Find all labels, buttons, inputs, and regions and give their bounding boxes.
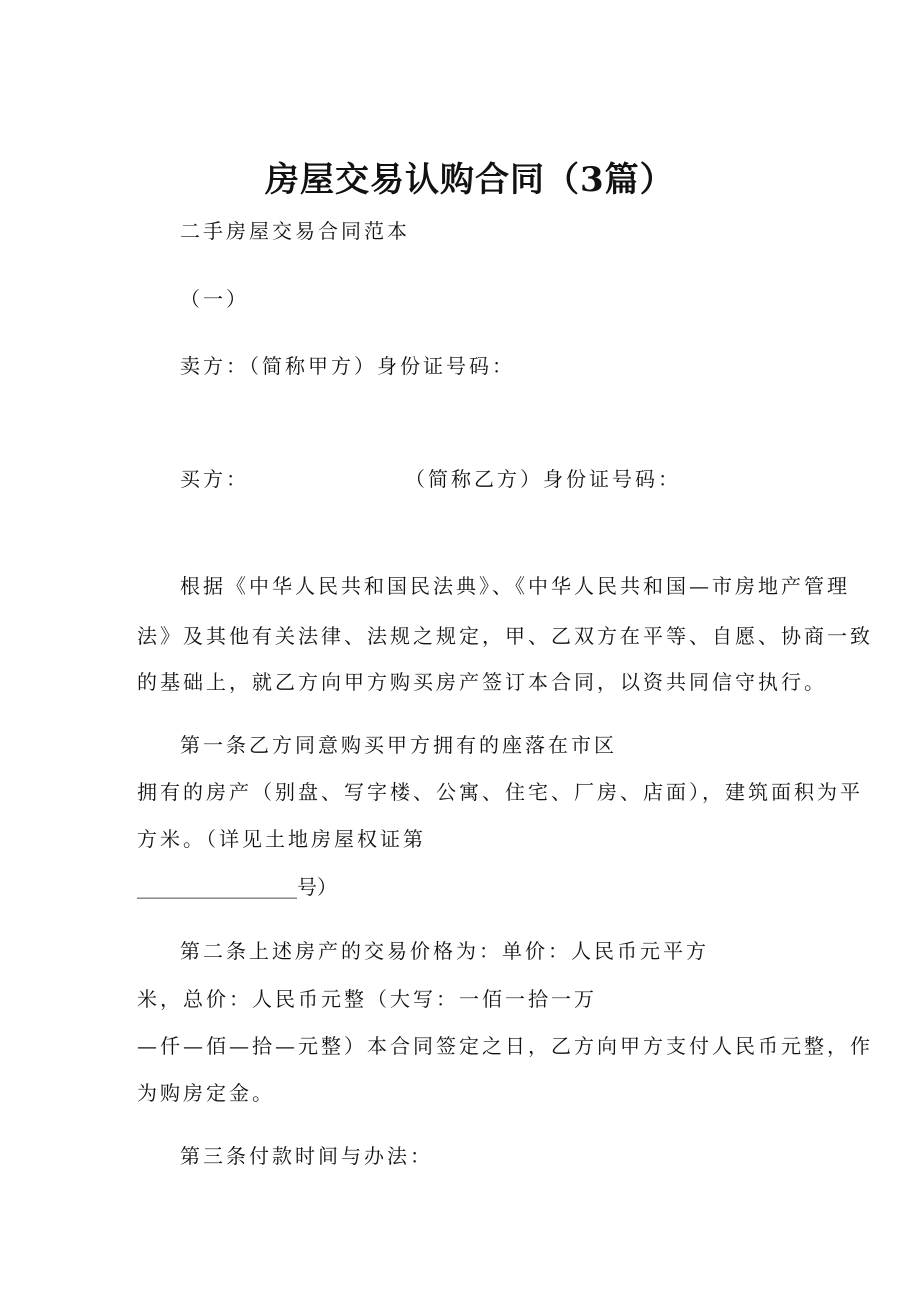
- preamble-line: 根据《中华人民共和国民法典》、《中华人民共和国—市房地产管理: [180, 574, 850, 598]
- subtitle: 二手房屋交易合同范本: [180, 219, 410, 243]
- document-title: 房屋交易认购合同（3篇）: [265, 160, 675, 200]
- section-label: （一）: [180, 287, 249, 311]
- article-2-line: 第二条上述房产的交易价格为：单价：人民币元平方: [180, 939, 709, 963]
- article-1-line: ________________号）: [137, 875, 337, 899]
- preamble-line: 的基础上，就乙方向甲方购买房产签订本合同，以资共同信守执行。: [137, 670, 827, 694]
- buyer-label: 买方：: [180, 467, 249, 491]
- seller-line: 卖方：（简称甲方）身份证号码：: [180, 354, 515, 378]
- article-1-line: 拥有的房产（别盘、写字楼、公寓、住宅、厂房、店面），建筑面积为平: [137, 780, 863, 804]
- buyer-id-line: （简称乙方）身份证号码：: [405, 467, 681, 491]
- preamble-line: 法》及其他有关法律、法规之规定，甲、乙双方在平等、自愿、协商一致: [137, 624, 873, 648]
- article-3-heading: 第三条付款时间与办法：: [180, 1144, 433, 1168]
- article-2-line: 为购房定金。: [137, 1081, 275, 1105]
- article-1-line: 第一条乙方同意购买甲方拥有的座落在市区: [180, 733, 617, 757]
- article-2-line: —仟—佰—拾—元整）本合同签定之日，乙方向甲方支付人民币元整，作: [137, 1034, 873, 1058]
- article-1-line: 方米。（详见土地房屋权证第: [137, 827, 426, 851]
- article-2-line: 米，总价：人民币元整（大写：一佰一拾一万: [137, 987, 597, 1011]
